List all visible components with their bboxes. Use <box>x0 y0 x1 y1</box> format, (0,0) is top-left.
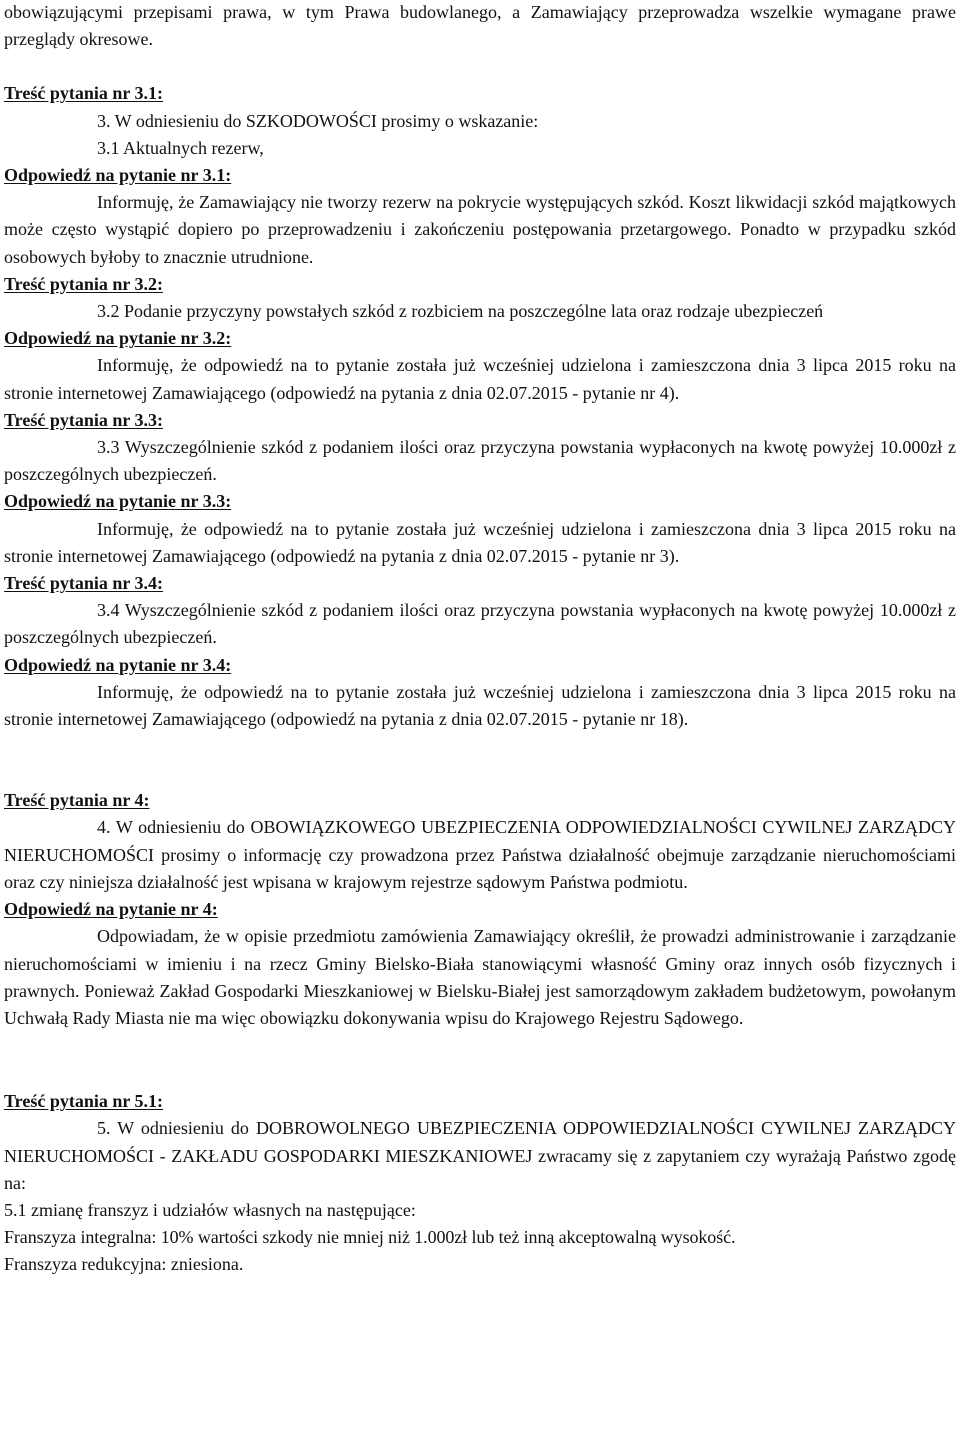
answer-text-3-1: Informuję, że Zamawiający nie tworzy rezerw na pokrycie występujących szkód. Koszt likwidacji szkód majątkowych może często wystąpić dopiero po przeprowadzeniu i zakończeniu postępowania przetargowego. Ponadto w przypadku szkód osobowych byłoby to znacznie utrudnione. <box>4 192 956 267</box>
intro-paragraph: obowiązującymi przepisami prawa, w tym Prawa budowlanego, a Zamawiający przeprowadza wszelkie wymagane prawe przeglądy okresowe. <box>4 2 956 50</box>
answer-text-3-2: Informuję, że odpowiedź na to pytanie została już wcześniej udzielona i zamieszczona dnia 3 lipca 2015 roku na stronie internetowej Zamawiającego (odpowiedź na pytania z dnia 02.07.2015 - pytanie nr 4). <box>4 355 956 403</box>
question-text-3-4: 3.4 Wyszczególnienie szkód z podaniem ilości oraz przyczyna powstania wypłaconych na kwotę powyżej 10.000zł z poszczególnych ubezpieczeń. <box>4 600 956 648</box>
question-heading-4: Treść pytania nr 4: <box>4 790 150 811</box>
spacer <box>4 733 956 787</box>
question-heading-3-2: Treść pytania nr 3.2: <box>4 273 164 294</box>
question-text-4: 4. W odniesieniu do OBOWIĄZKOWEGO UBEZPIECZENIA ODPOWIEDZIALNOŚCI CYWILNEJ ZARZĄDCY NIERUCHOMOŚCI prosimy o informację czy prowadzona przez Państwa działalność obejmuje zarządzanie nieruchomościami oraz czy niniejsza działalność jest wpisana w krajowym rejestrze sądowym Państwa podmiotu. <box>4 817 956 892</box>
question-text-3-2: 3.2 Podanie przyczyny powstałych szkód z rozbiciem na poszczególne lata oraz rodzaje ubezpieczeń <box>97 301 824 322</box>
question-subtext-3-1: 3.1 Aktualnych rezerw, <box>97 137 264 158</box>
answer-heading-3-4: Odpowiedź na pytanie nr 3.4: <box>4 654 232 675</box>
question-subtext-5-1: 5.1 zmianę franszyz i udziałów własnych na następujące: <box>4 1199 416 1220</box>
spacer <box>4 53 956 80</box>
answer-text-4: Odpowiadam, że w opisie przedmiotu zamówienia Zamawiający określił, że prowadzi administrowanie i zarządzanie nieruchomościami w imieniu i na rzecz Gminy Bielsko-Biała stanowiącymi własność Gminy oraz innych osób fizycznych i prawnych. Ponieważ Zakład Gospodarki Mieszkaniowej w Bielsku-Białej jest samorządowym zakładem budżetowym, powołanym Uchwałą Rady Miasta nie ma więc obowiązku dokonywania wpisu do Krajowego Rejestru Sądowego. <box>4 926 956 1028</box>
answer-heading-3-2: Odpowiedź na pytanie nr 3.2: <box>4 328 232 349</box>
answer-text-3-4: Informuję, że odpowiedź na to pytanie została już wcześniej udzielona i zamieszczona dnia 3 lipca 2015 roku na stronie internetowej Zamawiającego (odpowiedź na pytania z dnia 02.07.2015 - pytanie nr 18). <box>4 681 956 730</box>
question-heading-3-4: Treść pytania nr 3.4: <box>4 573 164 594</box>
answer-heading-4: Odpowiedź na pytanie nr 4: <box>4 899 218 920</box>
question-franchise-reductive: Franszyza redukcyjna: zniesiona. <box>4 1254 244 1275</box>
question-heading-3-1: Treść pytania nr 3.1: <box>4 83 164 104</box>
answer-text-3-3: Informuję, że odpowiedź na to pytanie została już wcześniej udzielona i zamieszczona dnia 3 lipca 2015 roku na stronie internetowej Zamawiającego (odpowiedź na pytania z dnia 02.07.2015 - pytanie nr 3). <box>4 518 956 566</box>
spacer <box>4 1032 956 1088</box>
answer-heading-3-3: Odpowiedź na pytanie nr 3.3: <box>4 491 232 512</box>
question-text-3-3: 3.3 Wyszczególnienie szkód z podaniem ilości oraz przyczyna powstania wypłaconych na kwotę powyżej 10.000zł z poszczególnych ubezpieczeń. <box>4 437 956 485</box>
question-heading-5-1: Treść pytania nr 5.1: <box>4 1091 164 1112</box>
question-text-5-1: 5. W odniesieniu do DOBROWOLNEGO UBEZPIECZENIA ODPOWIEDZIALNOŚCI CYWILNEJ ZARZĄDCY NIERUCHOMOŚCI - ZAKŁADU GOSPODARKI MIESZKANIOWEJ zwracamy się z zapytaniem czy wyrażają Państwo zgodę na: <box>4 1118 956 1193</box>
question-heading-3-3: Treść pytania nr 3.3: <box>4 409 164 430</box>
answer-heading-3-1: Odpowiedź na pytanie nr 3.1: <box>4 165 232 186</box>
question-text-3-1: 3. W odniesieniu do SZKODOWOŚCI prosimy o wskazanie: <box>97 110 539 131</box>
question-franchise-integral: Franszyza integralna: 10% wartości szkody nie mniej niż 1.000zł lub też inną akceptowalną wysokość. <box>4 1227 736 1248</box>
